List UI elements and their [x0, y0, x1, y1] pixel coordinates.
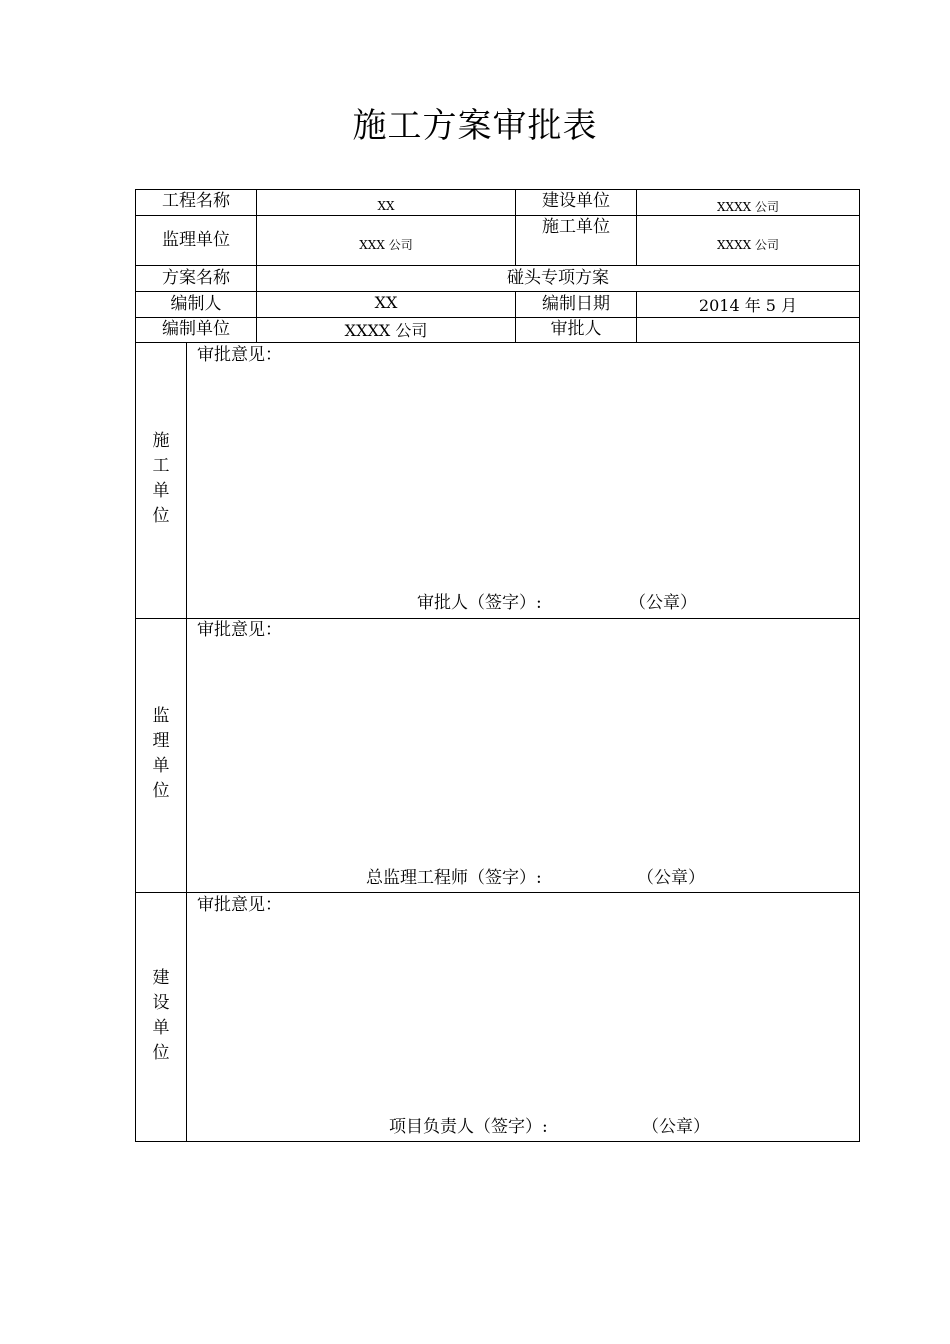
compile-unit-label: 编制单位	[162, 319, 230, 339]
plan-name-label: 方案名称	[162, 268, 230, 288]
compiler-label: 编制人	[170, 294, 222, 314]
construction-unit-value: XXXX 公司	[717, 238, 779, 252]
owner-section-side-label: 建 设 单 位	[152, 968, 170, 1063]
compile-date-label: 编制日期	[542, 294, 610, 314]
construction-unit-label: 施工单位	[542, 217, 610, 237]
construction-section-side-label: 施 工 单 位	[152, 431, 170, 526]
construction-opinion-label: 审批意见：	[197, 345, 282, 365]
page-title: 施工方案审批表	[352, 106, 598, 146]
construction-signature-label: 审批人（签字）:	[417, 593, 542, 613]
owner-unit-label: 建设单位	[542, 191, 610, 211]
owner-unit-value: XXXX 公司	[717, 200, 779, 214]
supervision-signature-label: 总监理工程师（签字）:	[366, 868, 542, 888]
compile-date-value: 2014 年 5 月	[698, 296, 798, 315]
construction-seal-label: （公章）	[629, 593, 697, 613]
supervision-seal-label: （公章）	[637, 868, 705, 888]
owner-opinion-label: 审批意见：	[197, 895, 282, 915]
project-name-label: 工程名称	[162, 191, 230, 211]
compile-unit-value: XXXX 公司	[344, 321, 428, 340]
supervision-opinion-label: 审批意见：	[197, 620, 282, 640]
approver-label: 审批人	[550, 319, 602, 339]
supervision-unit-value: XXX 公司	[359, 238, 413, 252]
compiler-value: XX	[374, 293, 398, 312]
plan-name-value: 碰头专项方案	[507, 268, 609, 288]
project-name-value: XX	[377, 199, 395, 213]
owner-signature-label: 项目负责人（签字）:	[389, 1117, 548, 1137]
owner-seal-label: （公章）	[642, 1117, 710, 1137]
supervision-section-side-label: 监 理 单 位	[152, 706, 170, 801]
supervision-unit-label: 监理单位	[162, 230, 230, 250]
